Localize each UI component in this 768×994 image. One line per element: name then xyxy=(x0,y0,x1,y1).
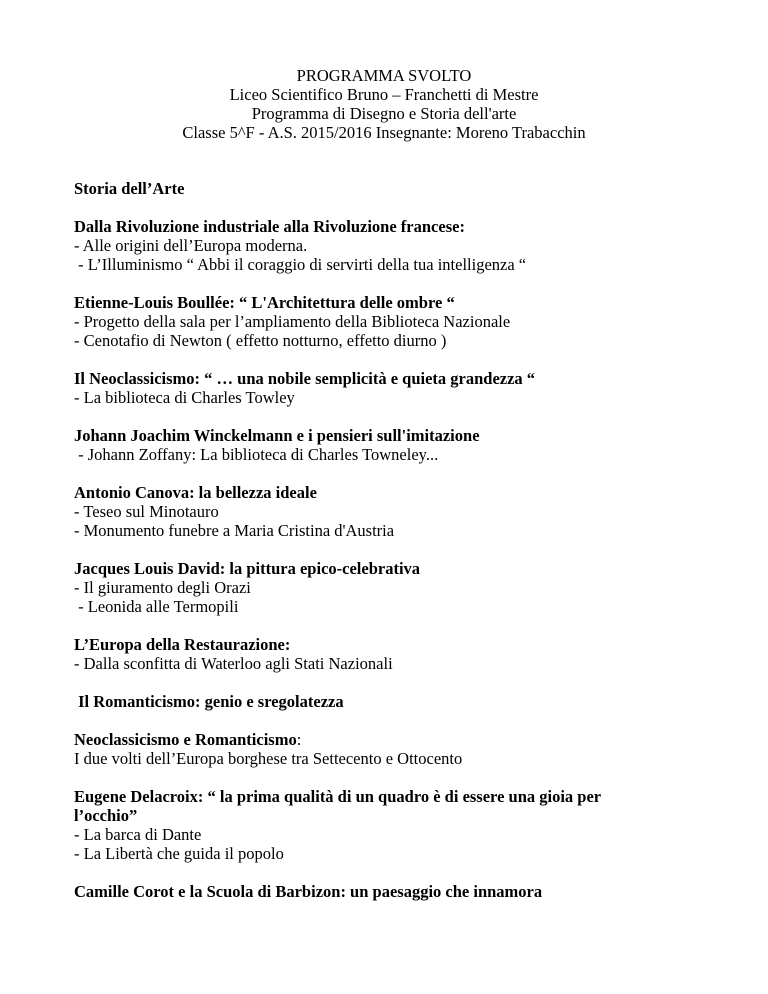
section xyxy=(74,635,694,673)
section-title: Camille Corot e la Scuola di Barbizon: un paesaggio che innamora xyxy=(74,882,543,901)
list-item: - L’Illuminismo “ Abbi il coraggio di servirti della tua intelligenza “ xyxy=(74,255,527,274)
section xyxy=(74,426,694,464)
list-item: - Monumento funebre a Maria Cristina d'Austria xyxy=(74,521,395,540)
header-heading: PROGRAMMA SVOLTO xyxy=(296,66,472,85)
header-class-info: Classe 5^F - A.S. 2015/2016 Insegnante: Moreno Trabacchin xyxy=(182,123,586,142)
header-program: Programma di Disegno e Storia dell'arte xyxy=(251,104,517,123)
section xyxy=(74,882,694,901)
section-title: Eugene Delacroix: “ la prima qualità di un quadro è di essere una gioia per xyxy=(74,787,602,806)
section-title: Il Romanticismo: genio e sregolatezza xyxy=(74,692,344,711)
list-item: - Dalla sconfitta di Waterloo agli Stati Nazionali xyxy=(74,654,393,673)
list-item: - Il giuramento degli Orazi xyxy=(74,578,251,597)
section xyxy=(74,369,694,407)
section xyxy=(74,787,694,863)
list-item: - La barca di Dante xyxy=(74,825,202,844)
list-item: - La biblioteca di Charles Towley xyxy=(74,388,295,407)
document-body xyxy=(74,179,694,920)
section xyxy=(74,730,694,768)
list-item: - Progetto della sala per l’ampliamento della Biblioteca Nazionale xyxy=(74,312,511,331)
subject-title: Storia dell’Arte xyxy=(74,179,185,198)
list-item: - Alle origini dell’Europa moderna. xyxy=(74,236,308,255)
list-item: - Teseo sul Minotauro xyxy=(74,502,219,521)
section xyxy=(74,483,694,540)
section-title: Il Neoclassicismo: “ … una nobile semplicità e quieta grandezza “ xyxy=(74,369,536,388)
section-title: Antonio Canova: la bellezza ideale xyxy=(74,483,317,502)
list-item: - La Libertà che guida il popolo xyxy=(74,844,284,863)
section-title-continued: l’occhio” xyxy=(74,806,138,825)
section xyxy=(74,217,694,274)
list-item: I due volti dell’Europa borghese tra Settecento e Ottocento xyxy=(74,749,463,768)
section xyxy=(74,559,694,616)
section-title xyxy=(74,730,694,749)
list-item: - Leonida alle Termopili xyxy=(74,597,239,616)
section-title: L’Europa della Restaurazione: xyxy=(74,635,291,654)
section-title-text: Neoclassicismo e Romanticismo xyxy=(74,730,297,749)
section xyxy=(74,293,694,350)
section-title: Etienne-Louis Boullée: “ L'Architettura delle ombre “ xyxy=(74,293,455,312)
list-item: - Johann Zoffany: La biblioteca di Charles Towneley... xyxy=(74,445,439,464)
section-title: Jacques Louis David: la pittura epico-celebrativa xyxy=(74,559,421,578)
list-item: - Cenotafio di Newton ( effetto notturno, effetto diurno ) xyxy=(74,331,447,350)
section-title: Johann Joachim Winckelmann e i pensieri sull'imitazione xyxy=(74,426,480,445)
section-title: Dalla Rivoluzione industriale alla Rivoluzione francese: xyxy=(74,217,465,236)
document-header xyxy=(0,66,768,142)
section xyxy=(74,692,694,711)
section-title-colon: : xyxy=(296,730,302,749)
header-school: Liceo Scientifico Bruno – Franchetti di Mestre xyxy=(229,85,539,104)
